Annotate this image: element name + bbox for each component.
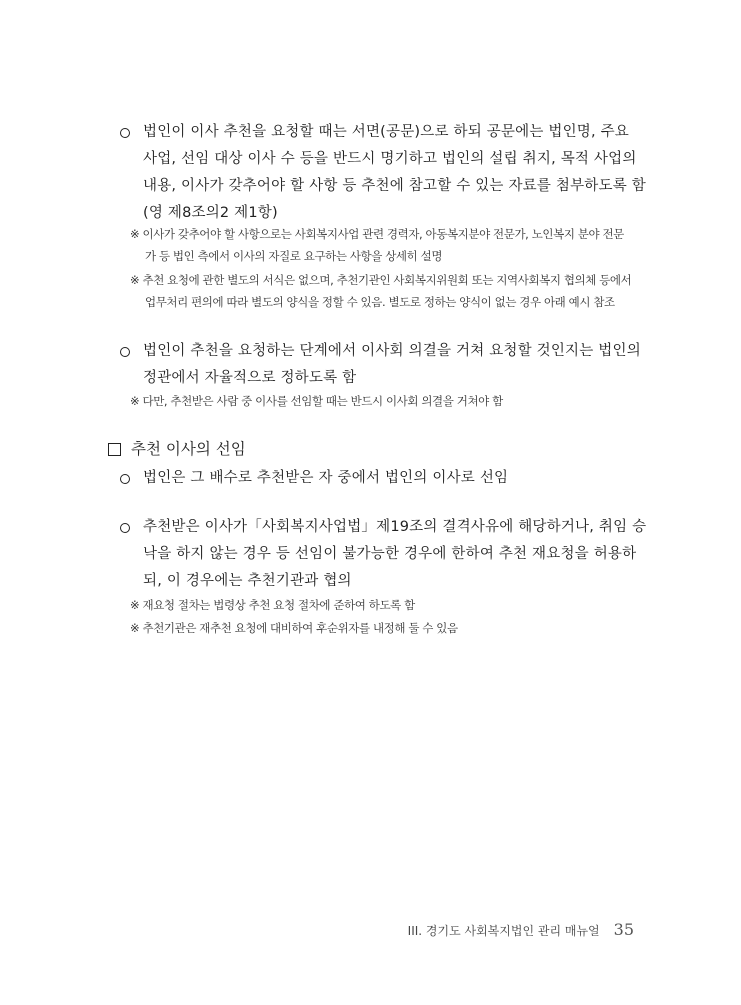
circle-bullet-icon: [120, 128, 130, 138]
text-line: 사업, 선임 대상 이사 수 등을 반드시 명기하고 법인의 설립 취지, 목적 사업의: [143, 151, 637, 167]
text-line: 되, 이 경우에는 추천기관과 협의: [143, 573, 352, 589]
text-line: (영 제8조의2 제1항): [143, 205, 278, 221]
note-line: 가 등 법인 측에서 이사의 자질로 요구하는 사항을 상세히 설명: [145, 249, 443, 263]
square-bullet-icon: [108, 443, 121, 456]
circle-bullet-icon: [120, 474, 130, 484]
text-line: 법인이 이사 추천을 요청할 때는 서면(공문)으로 하되 공문에는 법인명, 주요: [143, 124, 630, 140]
footer-title: III. 경기도 사회복지법인 관리 매뉴얼: [407, 924, 600, 938]
circle-bullet-icon: [120, 347, 130, 357]
paragraph-recommend-request: [143, 119, 646, 227]
note-line: ※ 추천 요청에 관한 별도의 서식은 없으며, 추천기관인 사회복지위원회 또는 지역사회복지 협의체 등에서: [130, 273, 632, 287]
paragraph-re-request: [143, 514, 646, 595]
note-line: 업무처리 편의에 따라 별도의 양식을 정할 수 있음. 별도로 정하는 양식이 없는 경우 아래 예시 참조: [145, 295, 615, 309]
text-line: 법인이 추천을 요청하는 단계에서 이사회 의결을 거쳐 요청할 것인지는 법인의: [143, 343, 641, 359]
note-line: ※ 이사가 갖추어야 할 사항으로는 사회복지사업 관련 경력자, 아동복지분야 전문가, 노인복지 분야 전문: [130, 227, 624, 241]
note-line: ※ 재요청 절차는 법령상 추천 요청 절차에 준하여 하도록 함: [130, 598, 415, 612]
paragraph-board-resolution: [143, 338, 641, 392]
text-line: 추천받은 이사가「사회복지사업법」제19조의 결격사유에 해당하거나, 취임 승: [143, 519, 647, 535]
text-line: 정관에서 자율적으로 정하도록 함: [143, 370, 357, 386]
text-line: 법인은 그 배수로 추천받은 자 중에서 법인의 이사로 선임: [143, 470, 509, 486]
page-number: 35: [613, 920, 634, 939]
page-footer: [408, 920, 634, 939]
text-line: 내용, 이사가 갖추어야 할 사항 등 추천에 참고할 수 있는 자료를 첨부하도록 함: [143, 178, 646, 194]
section-heading: 추천 이사의 선임: [131, 440, 246, 458]
note-line: ※ 추천기관은 재추천 요청에 대비하여 후순위자를 내정해 둘 수 있음: [130, 621, 458, 635]
circle-bullet-icon: [120, 523, 130, 533]
note-line: ※ 다만, 추천받은 사람 중 이사를 선임할 때는 반드시 이사회 의결을 거쳐야 함: [130, 394, 503, 408]
text-line: 낙을 하지 않는 경우 등 선임이 불가능한 경우에 한하여 추천 재요청을 허용하: [143, 546, 637, 562]
